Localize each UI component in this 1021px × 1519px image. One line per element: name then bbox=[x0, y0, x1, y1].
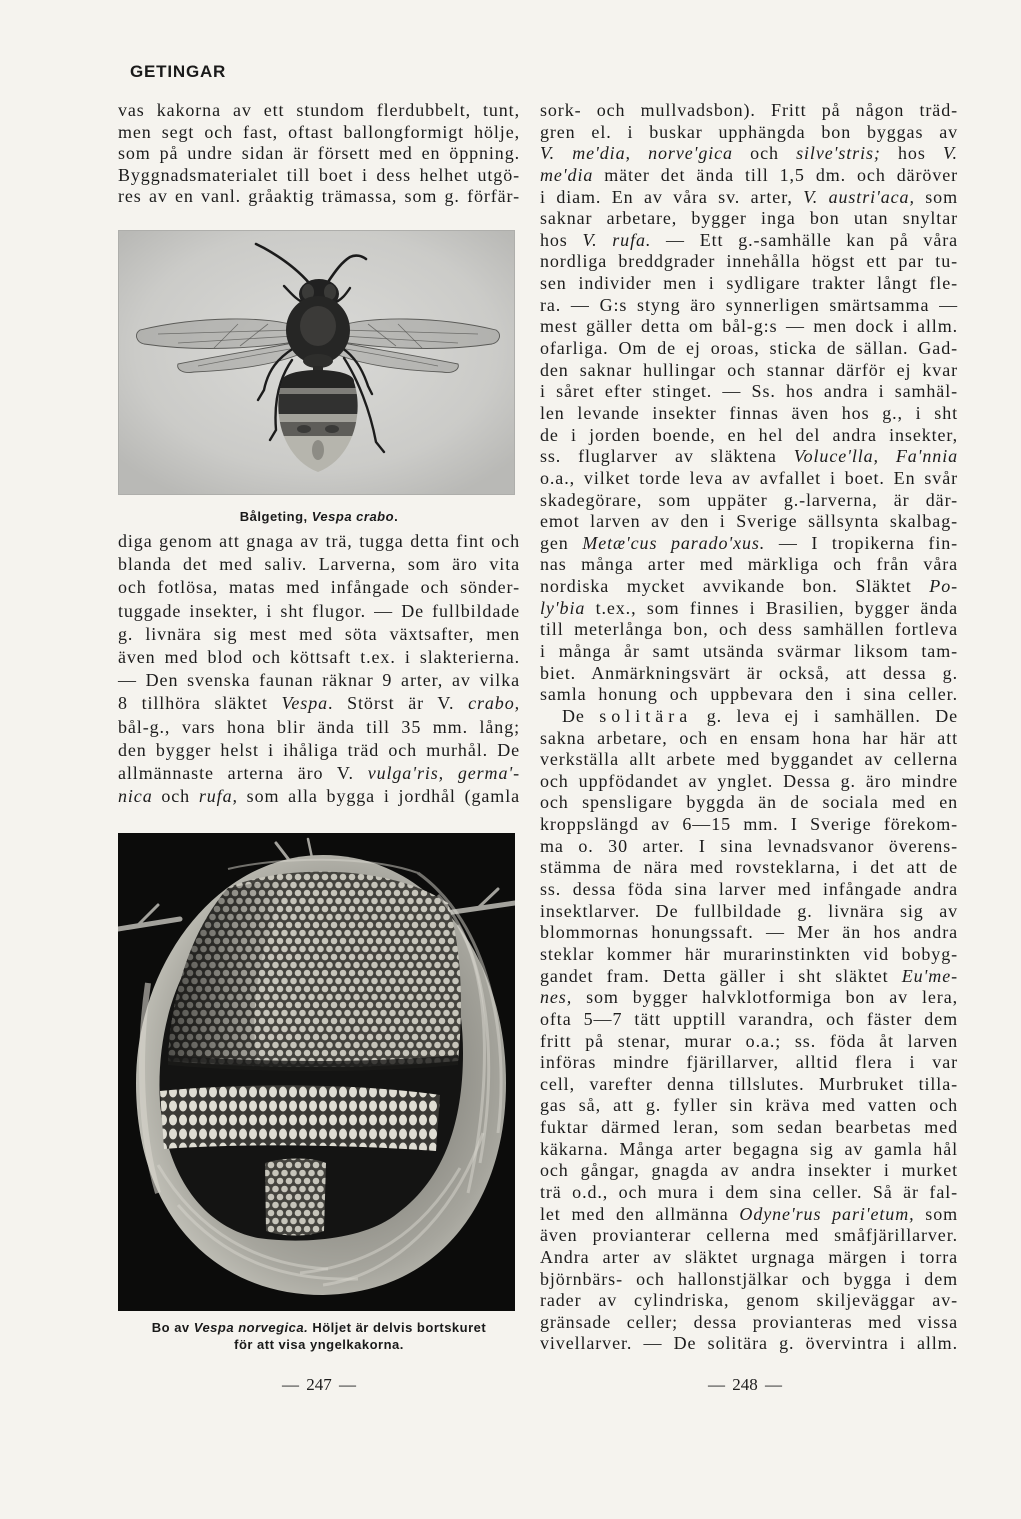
text-run: — I tropikerna fin- bbox=[765, 532, 959, 553]
text-run: t.ex., som finnes i Brasilien, bygger ända bbox=[585, 597, 958, 618]
text-line bbox=[540, 1139, 958, 1161]
nest-comb-lower bbox=[265, 1159, 326, 1236]
italic-text-run: V. me'dia, norve'gica bbox=[540, 143, 733, 164]
nest-comb-edge bbox=[160, 1085, 440, 1151]
text-run: även provianterar cellerna med småfjärillarver. bbox=[540, 1225, 958, 1246]
text-run: fuktar därmed leran, som sedan bearbetas med bbox=[540, 1117, 958, 1138]
text-run: även med blod och köttsaft t.ex. i slakterierna. bbox=[118, 647, 520, 668]
text-run: som alla bygga i jordhål (gamla bbox=[237, 786, 520, 807]
text-run: biet. Anmärkningsvärt är också, att dessa g. bbox=[540, 662, 958, 683]
text-run: och uppfödandet av ynglet. Dessa g. äro mindre bbox=[540, 770, 958, 791]
text-run: nordliga breddgrader innehålla högst ett par tu- bbox=[540, 251, 958, 272]
text-line bbox=[540, 425, 958, 447]
text-run: Höljet är delvis bortskuret bbox=[308, 1320, 487, 1335]
text-run: res av en vanl. gråaktig trämassa, som g. förfär- bbox=[118, 186, 520, 207]
text-line bbox=[540, 1182, 958, 1204]
text-line bbox=[540, 728, 958, 750]
italic-text-run: Metæ'cus parado'xus. bbox=[582, 532, 766, 553]
text-run: nas många arter med märkliga och från våra bbox=[540, 554, 958, 575]
text-line bbox=[540, 792, 958, 814]
text-line bbox=[118, 100, 520, 122]
wasp-nest-image bbox=[118, 833, 515, 1311]
text-line bbox=[540, 143, 958, 165]
text-run: skadegörare, som uppäter g.-larverna, är där- bbox=[540, 489, 958, 510]
italic-text-run: Voluce'lla, Fa'nnia bbox=[793, 446, 958, 467]
text-run: gen bbox=[540, 532, 583, 553]
text-line bbox=[540, 187, 958, 209]
italic-text-run: me'dia bbox=[540, 164, 594, 185]
text-run: och spensligare byggda än de sociala med en bbox=[540, 792, 958, 813]
text-run: den bygger helst i ihåliga träd och murhål. De bbox=[118, 739, 520, 760]
text-run: hos bbox=[540, 229, 583, 250]
text-line bbox=[540, 771, 958, 793]
text-run: som bbox=[914, 186, 958, 207]
text-line bbox=[540, 230, 958, 252]
text-line bbox=[540, 1095, 958, 1117]
text-line bbox=[540, 295, 958, 317]
text-run: sen individer men i sydligare trakter långt fle- bbox=[540, 273, 958, 294]
text-run: i många år samt utsända svärmar liksom tam- bbox=[540, 641, 958, 662]
text-line bbox=[118, 669, 520, 692]
text-line bbox=[118, 785, 520, 808]
text-line bbox=[118, 165, 520, 187]
italic-text-run: ly'bia bbox=[540, 597, 586, 618]
italic-text-run: Vespa norvegica. bbox=[193, 1320, 309, 1335]
text-line bbox=[118, 530, 520, 553]
text-run: diga genom att gnaga av trä, tugga detta fint och bbox=[118, 531, 520, 551]
text-run: trä o.d., och mura i dem sina celler. Så är fal- bbox=[540, 1181, 958, 1202]
text-line bbox=[540, 987, 958, 1009]
text-run: De bbox=[562, 705, 600, 726]
page-number-left: — 247 — bbox=[282, 1375, 356, 1394]
text-run: i diam. En av våra sv. arter, bbox=[540, 186, 804, 207]
text-line bbox=[540, 814, 958, 836]
text-line bbox=[118, 576, 520, 599]
text-run: samla honung och uppbevara den i sina celler. bbox=[540, 684, 958, 705]
text-run: — Ett g.-samhälle kan på våra bbox=[651, 229, 958, 250]
figure-nest-photo bbox=[118, 833, 515, 1311]
text-run: Andra arter av släktet urgnaga märgen i torra bbox=[540, 1246, 958, 1267]
text-line bbox=[540, 511, 958, 533]
text-run: verkställa allt arbete med byggandet av cellerna bbox=[540, 749, 958, 770]
italic-text-run: Po- bbox=[929, 576, 958, 597]
text-run: mest gäller detta om bål-g:s — men dock i allm. bbox=[540, 316, 958, 337]
text-run: ss. fluglarver av släktena bbox=[540, 446, 794, 467]
text-run: vivellarver. — De solitära g. övervintra i allm. bbox=[540, 1333, 958, 1354]
italic-text-run: Eu'me- bbox=[901, 965, 958, 986]
text-line bbox=[118, 600, 520, 623]
text-run: blommornas honungssaft. — Mer än hos andra bbox=[540, 922, 958, 943]
text-line bbox=[118, 508, 520, 526]
text-run: Byggnadsmaterialet till boet i dess helhet utgö- bbox=[118, 164, 520, 185]
text-run: o.a., vilket torde leva av avfallet i boet. En svår bbox=[540, 467, 958, 488]
text-run: vas kakorna av ett stundom flerdubbelt, tunt, bbox=[118, 100, 520, 120]
text-run: men segt och fast, oftast ballongformigt hölje, bbox=[118, 121, 520, 142]
text-line bbox=[118, 1319, 520, 1336]
text-line bbox=[118, 692, 520, 715]
text-line bbox=[118, 646, 520, 669]
left-column-text-top bbox=[118, 100, 520, 208]
left-column-text-bottom bbox=[118, 530, 520, 808]
text-run: g. leva ej i samhällen. De bbox=[692, 705, 958, 726]
text-line bbox=[540, 857, 958, 879]
text-run: Bo av bbox=[151, 1320, 194, 1335]
text-run: mäter det ända till 1,5 dm. och däröver bbox=[593, 164, 958, 185]
text-run: . bbox=[394, 509, 399, 524]
text-line bbox=[118, 623, 520, 646]
text-line bbox=[118, 122, 520, 144]
text-run: de i jorden boende, en hel del andra insekter, bbox=[540, 424, 958, 445]
italic-text-run: V. austri'aca, bbox=[803, 186, 915, 207]
italic-text-run: Odyne'rus pari'etum, bbox=[739, 1203, 915, 1224]
text-line bbox=[540, 554, 958, 576]
text-line bbox=[540, 165, 958, 187]
text-run: som bygger halvklotformiga bon av lera, bbox=[572, 987, 958, 1008]
text-run: björnbärs- och hallonstjälkar och bygga i dem bbox=[540, 1268, 958, 1289]
text-line bbox=[540, 663, 958, 685]
text-run: ofarliga. Om de ej oroas, sticka de sällan. Gad- bbox=[540, 338, 958, 359]
text-line bbox=[540, 1074, 958, 1096]
text-line bbox=[540, 100, 958, 122]
text-line bbox=[540, 619, 958, 641]
text-line bbox=[540, 1160, 958, 1182]
figure-hornet-photo bbox=[118, 230, 515, 495]
text-run: bål-g., vars hona blir ända till 35 mm. lång; bbox=[118, 716, 520, 737]
text-run: g. livnära sig mest med söta växtsafter, men bbox=[118, 623, 520, 644]
text-run: gas så, att g. fyller sin kräva med vatten och bbox=[540, 1095, 958, 1116]
text-run: som bbox=[914, 1203, 958, 1224]
text-run: cell, varefter denna tillslutes. Murbruket tilla- bbox=[540, 1073, 958, 1094]
text-line bbox=[540, 403, 958, 425]
text-line bbox=[118, 553, 520, 576]
text-line bbox=[540, 836, 958, 858]
text-run: — Den svenska faunan räknar 9 arter, av vilka bbox=[118, 670, 520, 691]
italic-text-run: rufa, bbox=[198, 786, 238, 807]
text-run: och gångar, gnagda av andra insekter i murket bbox=[540, 1160, 958, 1181]
text-line bbox=[540, 1269, 958, 1291]
text-line bbox=[540, 122, 958, 144]
figure-1-caption bbox=[118, 508, 520, 526]
text-line bbox=[540, 901, 958, 923]
text-line bbox=[540, 1117, 958, 1139]
text-run: 8 tillhöra släktet bbox=[118, 693, 282, 714]
text-run: ra. — G:s styng äro synnerligen smärtsamma — bbox=[540, 294, 958, 315]
italic-text-run: Vespa crabo bbox=[311, 509, 395, 524]
text-line bbox=[540, 273, 958, 295]
text-line bbox=[118, 1336, 520, 1353]
hornet-image bbox=[118, 230, 515, 495]
text-run: ofta 5—7 tätt upptill varandra, och fäster dem bbox=[540, 1008, 958, 1029]
text-line bbox=[540, 490, 958, 512]
text-run: emot larven av den i Sverige sällsynta skalbag- bbox=[540, 511, 958, 532]
text-line bbox=[540, 641, 958, 663]
italic-text-run: silve'stris; bbox=[796, 143, 881, 164]
text-line bbox=[540, 966, 958, 988]
text-line bbox=[540, 360, 958, 382]
text-run: kroppslängd av 6—15 mm. I Sverige förekom- bbox=[540, 814, 958, 835]
text-run: gandet fram. Detta gäller i sht släktet bbox=[540, 965, 902, 986]
text-line bbox=[540, 944, 958, 966]
italic-text-run: crabo, bbox=[468, 693, 520, 714]
text-line bbox=[540, 749, 958, 771]
text-line bbox=[540, 1333, 958, 1355]
text-run: saknar arbetare, bygger inga bon utan snyltar bbox=[540, 208, 958, 229]
italic-text-run: V. bbox=[942, 143, 958, 164]
text-line bbox=[540, 1247, 958, 1269]
text-line bbox=[540, 922, 958, 944]
text-run: nordiska mycket avvikande bon. Släktet bbox=[540, 576, 930, 597]
text-run: som på undre sidan är försett med en öppning. bbox=[118, 143, 520, 164]
text-line bbox=[540, 533, 958, 555]
text-run: rader av cylindriska, genom skiljeväggar av- bbox=[540, 1290, 958, 1311]
right-column-paragraph-1 bbox=[540, 100, 958, 706]
text-line bbox=[540, 381, 958, 403]
text-run: sakna arbetare, och en ensam hona har här att bbox=[540, 727, 958, 748]
text-run: i såret efter stinget. — Ss. hos andra i samhäl- bbox=[540, 381, 958, 402]
text-line bbox=[540, 208, 958, 230]
text-run: ma o. 30 arter. I sina levnadsvanor överens- bbox=[540, 835, 958, 856]
text-line bbox=[540, 576, 958, 598]
text-line bbox=[540, 1031, 958, 1053]
text-run: införas mindre fjärillarver, alltid flera i var bbox=[540, 1052, 958, 1073]
text-line bbox=[540, 338, 958, 360]
italic-text-run: V. rufa. bbox=[582, 229, 652, 250]
text-line bbox=[118, 143, 520, 165]
text-run: allmännaste arterna äro V. bbox=[118, 763, 368, 784]
text-run: tuggade insekter, i sht flugor. — De fullbildade bbox=[118, 600, 520, 621]
text-line bbox=[540, 879, 958, 901]
text-line bbox=[540, 1052, 958, 1074]
text-line bbox=[118, 762, 520, 785]
italic-text-run: nica bbox=[118, 786, 153, 807]
text-run: let med den allmänna bbox=[540, 1203, 740, 1224]
italic-text-run: Vespa bbox=[281, 693, 328, 714]
text-run: hos bbox=[880, 143, 943, 164]
page-number-right: — 248 — bbox=[708, 1375, 782, 1394]
text-line bbox=[540, 684, 958, 706]
text-run: sork- och mullvadsbon). Fritt på någon träd- bbox=[540, 100, 958, 120]
text-run: och bbox=[732, 143, 797, 164]
text-run: blanda det med saliv. Larverna, som äro vita bbox=[118, 554, 520, 575]
text-line bbox=[540, 1204, 958, 1226]
text-run: gränsade celler; dessa provianteras med vissa bbox=[540, 1311, 958, 1332]
text-line bbox=[540, 1009, 958, 1031]
text-run: käkarna. Många arter begagna sig av gamla hål bbox=[540, 1138, 958, 1159]
text-line bbox=[540, 251, 958, 273]
text-line bbox=[540, 446, 958, 468]
text-line bbox=[540, 1290, 958, 1312]
text-line bbox=[540, 598, 958, 620]
italic-text-run: vulga'ris, germa'- bbox=[367, 763, 520, 784]
text-run: Bålgeting, bbox=[239, 509, 312, 524]
text-line bbox=[540, 1312, 958, 1334]
text-run: gren el. i buskar upphängda bon byggas av bbox=[540, 121, 958, 142]
text-line bbox=[118, 739, 520, 762]
text-run: stämma de nära med rovsteklarna, i det att de bbox=[540, 857, 958, 878]
text-run: ss. dessa föda sina larver med infångade andra bbox=[540, 879, 958, 900]
text-run: . Störst är V. bbox=[328, 693, 469, 714]
text-run: den saknar hullingar och stannar därför ej kvar bbox=[540, 359, 958, 380]
italic-text-run: nes, bbox=[540, 987, 573, 1008]
figure-2-caption bbox=[118, 1319, 520, 1353]
running-header: GETINGAR bbox=[130, 62, 227, 81]
text-run: och fotlösa, matas med infångade och sönder- bbox=[118, 577, 520, 598]
text-line bbox=[540, 316, 958, 338]
text-run: len levande insekter finnas även hos g., i sht bbox=[540, 402, 958, 423]
text-run: för att visa yngelkakorna. bbox=[234, 1337, 404, 1352]
text-line bbox=[118, 716, 520, 739]
text-line bbox=[540, 468, 958, 490]
text-line bbox=[540, 706, 958, 728]
text-run: fritt på stenar, murar o.a.; ss. föda åt larven bbox=[540, 1030, 958, 1051]
text-run: till meterlånga bon, och dess samhällen fortleva bbox=[540, 619, 958, 640]
text-run: insektlarver. De fullbildade g. livnära sig av bbox=[540, 900, 958, 921]
text-line bbox=[540, 1225, 958, 1247]
text-run: och bbox=[152, 786, 199, 807]
spaced-text-run: solitära bbox=[599, 705, 693, 726]
text-run: steklar kommer här murarinstinkten vid bobyg- bbox=[540, 943, 958, 964]
right-column-paragraph-2 bbox=[540, 706, 958, 1355]
text-line bbox=[118, 186, 520, 208]
